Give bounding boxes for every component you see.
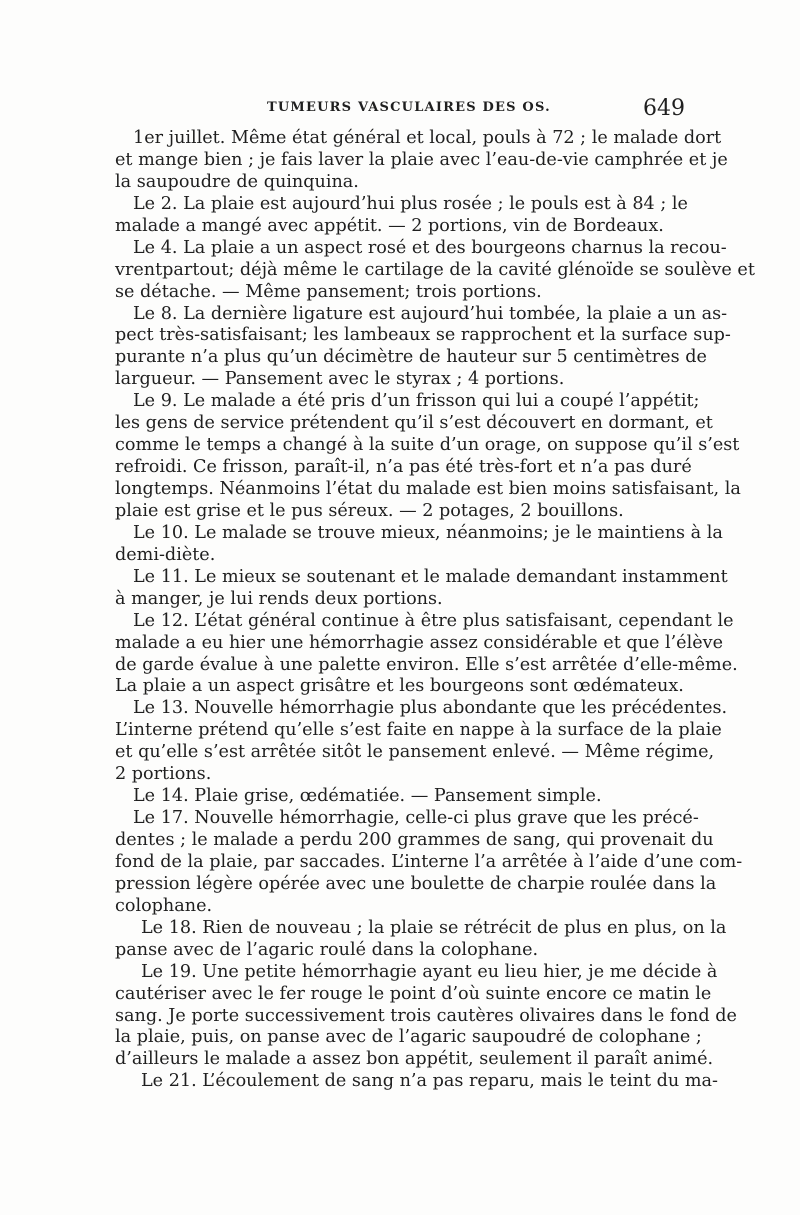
- text-line: L’interne prétend qu’elle s’est faite en nappe à la surface de la plaie: [115, 720, 722, 741]
- text-line: Le 18. Rien de nouveau ; la plaie se rétrécit de plus en plus, on la: [141, 917, 727, 938]
- text-line: Le 10. Le malade se trouve mieux, néanmoins; je le maintiens à la: [133, 522, 723, 543]
- text-line: et qu’elle s’est arrêtée sitôt le pansement enlevé. — Même régime,: [115, 742, 715, 763]
- text-line: Le 2. La plaie est aujourd’hui plus rosée ; le pouls est à 84 ; le: [133, 193, 688, 214]
- text-line: et mange bien ; je fais laver la plaie avec l’eau-de-vie camphrée et je: [115, 149, 728, 170]
- text-line: 1er juillet. Même état général et local, pouls à 72 ; le malade dort: [133, 128, 722, 148]
- text-line: longtemps. Néanmoins l’état du malade est bien moins satisfaisant, la: [115, 479, 741, 499]
- text-line: se détache. — Même pansement; trois portions.: [115, 281, 542, 302]
- text-line: Le 19. Une petite hémorrhagie ayant eu lieu hier, je me décide à: [141, 961, 718, 982]
- text-line: Le 17. Nouvelle hémorrhagie, celle-ci plus grave que les précé-: [133, 808, 699, 829]
- text-line: la plaie, puis, on panse avec de l’agaric saupoudré de colophane ;: [115, 1027, 702, 1048]
- text-line: panse avec de l’agaric roulé dans la colophane.: [115, 939, 539, 960]
- text-line: Le 4. La plaie a un aspect rosé et des bourgeons charnus la recou-: [133, 237, 727, 258]
- text-line: Le 14. Plaie grise, œdématiée. — Pansement simple.: [133, 786, 602, 807]
- text-line: Le 9. Le malade a été pris d’un frisson qui lui a coupé l’appétit;: [133, 391, 700, 412]
- text-line: 2 portions.: [115, 764, 212, 785]
- text-line: Le 8. La dernière ligature est aujourd’hui tombée, la plaie a un as-: [133, 303, 728, 324]
- text-line: purante n’a plus qu’un décimètre de hauteur sur 5 centimètres de: [115, 347, 707, 368]
- text-line: Le 11. Le mieux se soutenant et le malade demandant instamment: [133, 566, 728, 587]
- body-text: [115, 128, 755, 1093]
- text-line: vrentpartout; déjà même le cartilage de la cavité glénoïde se soulève et: [115, 259, 755, 280]
- text-line: La plaie a un aspect grisâtre et les bourgeons sont œdémateux.: [115, 676, 684, 697]
- text-line: à manger, je lui rends deux portions.: [115, 588, 443, 609]
- text-line: Le 12. L’état général continue à être plus satisfaisant, cependant le: [133, 610, 734, 631]
- text-line: sang. Je porte successivement trois cautères olivaires dans le fond de: [115, 1005, 737, 1026]
- running-title: TUMEURS VASCULAIRES DES OS.: [267, 100, 551, 115]
- text-line: comme le temps a changé à la suite d’un orage, on suppose qu’il s’est: [115, 435, 740, 456]
- text-line: plaie est grise et le pus séreux. — 2 potages, 2 bouillons.: [115, 500, 624, 521]
- page-number: 649: [643, 96, 685, 121]
- text-line: largueur. — Pansement avec le styrax ; 4 portions.: [115, 369, 565, 390]
- text-line: colophane.: [115, 895, 213, 916]
- text-line: Le 13. Nouvelle hémorrhagie plus abondante que les précédentes.: [133, 698, 728, 719]
- text-line: demi-diète.: [115, 544, 216, 565]
- text-line: la saupoudre de quinquina.: [115, 171, 359, 192]
- text-line: malade a mangé avec appétit. — 2 portions, vin de Bordeaux.: [115, 215, 664, 236]
- text-line: refroidi. Ce frisson, paraît-il, n’a pas été très-fort et n’a pas duré: [115, 457, 692, 478]
- text-line: Le 21. L’écoulement de sang n’a pas reparu, mais le teint du ma-: [141, 1071, 718, 1092]
- text-line: dentes ; le malade a perdu 200 grammes de sang, qui provenait du: [115, 830, 714, 850]
- text-line: fond de la plaie, par saccades. L’interne l’a arrêtée à l’aide d’une com-: [115, 851, 743, 872]
- text-line: de garde évalue à une palette environ. Elle s’est arrêtée d’elle-même.: [115, 654, 738, 675]
- text-line: malade a eu hier une hémorrhagie assez considérable et que l’élève: [115, 632, 723, 653]
- text-line: cautériser avec le fer rouge le point d’où suinte encore ce matin le: [115, 983, 712, 1004]
- text-line: pression légère opérée avec une boulette de charpie roulée dans la: [115, 873, 717, 894]
- text-line: les gens de service prétendent qu’il s’est découvert en dormant, et: [115, 413, 713, 434]
- text-line: d’ailleurs le malade a assez bon appétit, seulement il paraît animé.: [115, 1049, 714, 1070]
- text-line: pect très-satisfaisant; les lambeaux se rapprochent et la surface sup-: [115, 325, 731, 346]
- page-header: [115, 96, 685, 124]
